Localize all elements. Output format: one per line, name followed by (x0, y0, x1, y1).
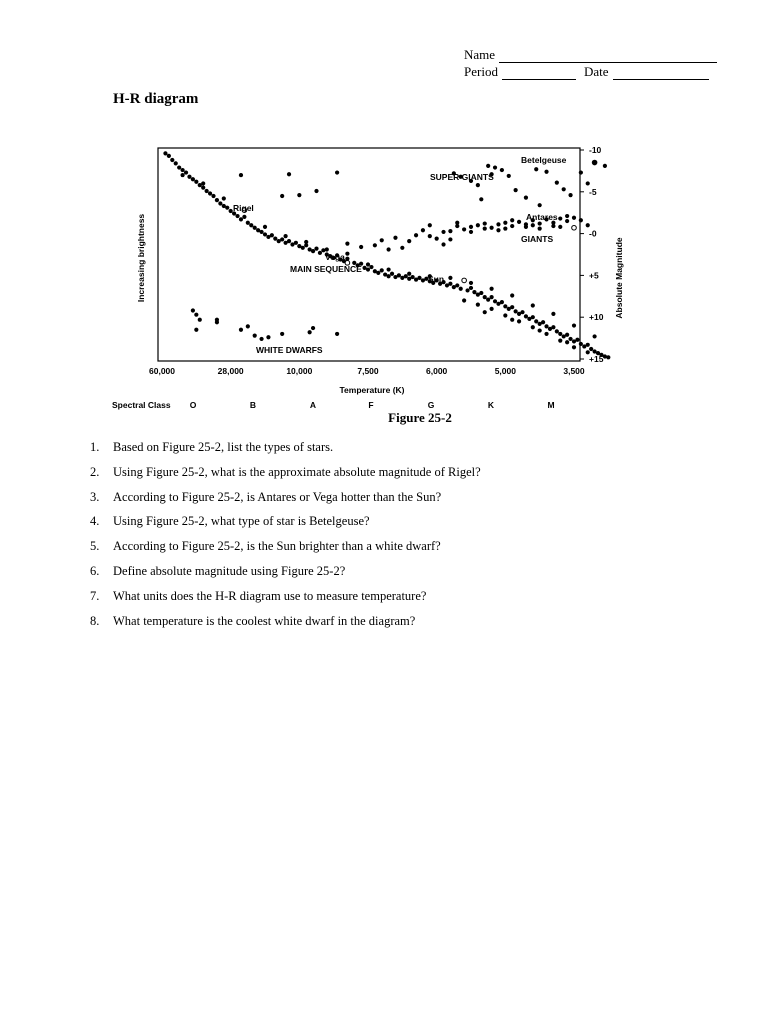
hr-diagram-chart (108, 140, 625, 415)
star-point (476, 303, 480, 307)
star-point (586, 223, 590, 227)
star-point (514, 309, 518, 313)
star-point (517, 319, 521, 323)
question-text: According to Figure 25-2, is the Sun brighter than a white dwarf? (113, 539, 441, 554)
star-point (483, 310, 487, 314)
star-point (493, 165, 497, 169)
question-number: 5. (90, 539, 100, 554)
giants-label: GIANTS (521, 234, 554, 244)
question-text: What temperature is the coolest white dwarf in the diagram? (113, 613, 416, 628)
star-point (280, 332, 284, 336)
y-tick-label: +5 (589, 270, 599, 281)
star-point (555, 181, 559, 185)
question-item (90, 589, 481, 614)
star-point (287, 239, 291, 243)
star-point (263, 225, 267, 229)
y-tick-label: +15 (589, 354, 604, 364)
star-point (301, 246, 305, 250)
star-point (483, 295, 487, 299)
star-point (448, 229, 452, 233)
star-point (514, 188, 518, 192)
star-point (390, 272, 394, 276)
star-point (496, 222, 500, 226)
x-tick-label: 7,500 (357, 366, 379, 376)
star-point (163, 151, 167, 155)
named-star-antares (572, 225, 577, 230)
star-point (194, 180, 198, 184)
star-point (589, 347, 593, 351)
name-row (464, 46, 726, 63)
question-text: What units does the H-R diagram use to measure temperature? (113, 588, 427, 603)
star-point (428, 234, 432, 238)
star-point (359, 245, 363, 249)
star-point (411, 275, 415, 279)
star-point (486, 298, 490, 302)
question-text: Using Figure 25-2, what type of star is Betelgeuse? (113, 514, 370, 529)
star-point (304, 240, 308, 244)
star-point (417, 276, 421, 280)
header-fields (464, 46, 726, 80)
star-point (524, 196, 528, 200)
spectral-class-f: F (368, 400, 374, 410)
question-item (90, 539, 481, 564)
star-point (462, 227, 466, 231)
x-tick-label: 60,000 (149, 366, 175, 376)
star-point (538, 226, 542, 230)
star-point (558, 332, 562, 336)
star-point (565, 214, 569, 218)
star-point (490, 307, 494, 311)
main-sequence-label: MAIN SEQUENCE (290, 264, 362, 274)
period-date-row (464, 63, 726, 80)
star-point (490, 295, 494, 299)
spectral-class-label: Spectral Class (112, 400, 171, 410)
star-point (205, 189, 209, 193)
x-tick-label: 6,000 (426, 366, 448, 376)
question-number: 4. (90, 514, 100, 529)
star-point (479, 197, 483, 201)
star-point (174, 161, 178, 165)
star-point (510, 293, 514, 297)
star-point (531, 325, 535, 329)
star-point (493, 299, 497, 303)
star-point (565, 333, 569, 337)
star-point (538, 203, 542, 207)
sun-label: Sun (428, 274, 445, 284)
star-point (345, 242, 349, 246)
star-point (483, 226, 487, 230)
star-point (428, 223, 432, 227)
star-point (263, 232, 267, 236)
star-point (572, 345, 576, 349)
date-label: Date (583, 64, 609, 79)
star-point (551, 224, 555, 228)
spectral-class-a: A (309, 400, 317, 410)
star-point (184, 170, 188, 174)
star-point (541, 320, 545, 324)
star-point (448, 237, 452, 241)
star-point (476, 223, 480, 227)
star-point (448, 282, 452, 286)
star-point (242, 215, 246, 219)
star-point (308, 330, 312, 334)
star-point (369, 265, 373, 269)
star-point (490, 226, 494, 230)
question-item (90, 514, 481, 539)
star-point (208, 191, 212, 195)
date-field[interactable] (613, 67, 709, 80)
star-point (524, 225, 528, 229)
star-point (579, 170, 583, 174)
star-point (314, 189, 318, 193)
star-point (544, 332, 548, 336)
y-tick-label: -0 (589, 228, 597, 239)
star-point (311, 249, 315, 253)
star-point (239, 217, 243, 221)
star-point (198, 318, 202, 322)
star-point (201, 186, 205, 190)
star-point (510, 218, 514, 222)
star-point (462, 298, 466, 302)
star-point (558, 225, 562, 229)
star-point (345, 252, 349, 256)
question-item (90, 440, 481, 465)
star-point (496, 228, 500, 232)
name-label: Name (464, 47, 496, 62)
question-item (90, 564, 481, 589)
star-point (253, 226, 257, 230)
star-point (393, 236, 397, 240)
star-point (373, 243, 377, 247)
star-point (218, 201, 222, 205)
star-point (335, 332, 339, 336)
star-point (534, 167, 538, 171)
named-star-sun (462, 278, 467, 283)
star-point (510, 318, 514, 322)
star-point (211, 194, 215, 198)
star-point (387, 247, 391, 251)
star-point (562, 187, 566, 191)
star-point (407, 272, 411, 276)
star-point (259, 337, 263, 341)
star-point (534, 319, 538, 323)
star-point (376, 271, 380, 275)
star-point (191, 308, 195, 312)
star-point (335, 170, 339, 174)
star-point (181, 173, 185, 177)
star-point (510, 305, 514, 309)
star-point (531, 315, 535, 319)
star-point (235, 214, 239, 218)
x-axis-label: Temperature (K) (339, 385, 405, 395)
star-point (544, 324, 548, 328)
star-point (441, 242, 445, 246)
question-list (90, 440, 481, 638)
white-dwarfs-label: WHITE DWARFS (256, 345, 323, 355)
star-point (273, 237, 277, 241)
star-point (280, 237, 284, 241)
star-point (586, 343, 590, 347)
star-point (366, 262, 370, 266)
star-point (568, 337, 572, 341)
question-text: According to Figure 25-2, is Antares or Vega hotter than the Sun? (113, 489, 442, 504)
period-field[interactable] (502, 67, 576, 80)
star-point (469, 230, 473, 234)
star-point (579, 218, 583, 222)
star-point (201, 181, 205, 185)
question-number: 2. (90, 464, 100, 479)
star-point (280, 194, 284, 198)
star-point (593, 160, 597, 164)
star-point (459, 287, 463, 291)
star-point (259, 230, 263, 234)
question-number: 8. (90, 613, 100, 628)
star-point (503, 221, 507, 225)
star-point (503, 304, 507, 308)
star-point (503, 313, 507, 317)
star-point (325, 247, 329, 251)
y-tick-label: -10 (589, 145, 602, 155)
star-point (215, 320, 219, 324)
figure-caption: Figure 25-2 (388, 410, 452, 425)
star-point (486, 164, 490, 168)
star-point (284, 234, 288, 238)
star-point (170, 158, 174, 162)
star-point (194, 313, 198, 317)
star-point (294, 241, 298, 245)
star-point (239, 173, 243, 177)
star-point (500, 168, 504, 172)
star-point (266, 335, 270, 339)
vega-label: Vega (325, 252, 345, 262)
star-point (380, 268, 384, 272)
star-point (270, 233, 274, 237)
y-axis-right-label: Absolute Magnitude (614, 237, 624, 319)
star-point (520, 310, 524, 314)
star-point (366, 267, 370, 271)
star-point (483, 221, 487, 225)
question-number: 7. (90, 588, 100, 603)
star-point (239, 328, 243, 332)
star-point (246, 324, 250, 328)
star-point (387, 274, 391, 278)
star-point (314, 247, 318, 251)
question-text: Define absolute magnitude using Figure 25-2? (113, 563, 346, 578)
star-point (345, 257, 349, 261)
star-point (194, 328, 198, 332)
star-point (575, 338, 579, 342)
star-point (455, 283, 459, 287)
star-point (191, 177, 195, 181)
star-point (472, 290, 476, 294)
star-point (167, 154, 171, 158)
star-point (579, 342, 583, 346)
star-point (297, 193, 301, 197)
spectral-class-m: M (547, 400, 555, 410)
question-number: 1. (90, 440, 100, 454)
super-giants-label: SUPER GIANTS (430, 172, 494, 182)
star-point (544, 170, 548, 174)
question-item (90, 614, 481, 639)
star-point (603, 164, 607, 168)
star-point (311, 326, 315, 330)
page-title: H-R diagram (113, 91, 199, 107)
star-point (222, 196, 226, 200)
period-label: Period (464, 64, 498, 79)
star-point (441, 230, 445, 234)
star-point (469, 225, 473, 229)
question-item (90, 465, 481, 490)
star-point (253, 333, 257, 337)
star-point (404, 274, 408, 278)
question-number: 6. (90, 563, 100, 578)
star-point (586, 181, 590, 185)
star-point (225, 206, 229, 210)
star-point (551, 312, 555, 316)
star-point (531, 303, 535, 307)
star-point (318, 251, 322, 255)
star-point (558, 339, 562, 343)
star-point (565, 340, 569, 344)
star-point (507, 174, 511, 178)
x-tick-label: 10,000 (286, 366, 313, 376)
star-point (538, 221, 542, 225)
y-axis-left-label: Increasing brightness (136, 213, 146, 303)
question-item (90, 490, 481, 515)
spectral-class-g: G (427, 400, 435, 410)
star-point (215, 198, 219, 202)
star-point (407, 239, 411, 243)
star-point (469, 286, 473, 290)
question-text: Based on Figure 25-2, list the types of stars. (113, 440, 334, 454)
y-tick-label: +10 (589, 312, 604, 323)
star-point (397, 273, 401, 277)
star-point (435, 237, 439, 241)
star-point (387, 267, 391, 271)
star-point (555, 329, 559, 333)
star-point (465, 288, 469, 292)
star-point (249, 223, 253, 227)
star-point (551, 325, 555, 329)
x-tick-label: 3,500 (563, 366, 585, 376)
star-point (565, 219, 569, 223)
betelgeuse-label: Betelgeuse (521, 155, 567, 165)
spectral-class-b: B (249, 400, 257, 410)
star-point (572, 216, 576, 220)
star-point (455, 221, 459, 225)
star-point (187, 175, 191, 179)
star-point (500, 300, 504, 304)
star-point (503, 226, 507, 230)
star-point (181, 168, 185, 172)
hr-diagram-figure (108, 140, 625, 415)
star-point (517, 220, 521, 224)
star-point (572, 323, 576, 327)
star-point (246, 221, 250, 225)
question-text: Using Figure 25-2, what is the approximate absolute magnitude of Rigel? (113, 464, 481, 479)
star-point (380, 238, 384, 242)
star-point (510, 224, 514, 228)
star-point (469, 281, 473, 285)
star-point (287, 172, 291, 176)
name-field[interactable] (499, 50, 717, 63)
star-point (531, 223, 535, 227)
question-number: 3. (90, 489, 100, 504)
star-point (400, 246, 404, 250)
spectral-class-o: O (189, 400, 197, 410)
rigel-label: Rigel (233, 203, 254, 213)
star-point (479, 291, 483, 295)
antares-label: Antares (526, 212, 558, 222)
star-point (538, 328, 542, 332)
spectral-class-k: K (487, 400, 495, 410)
star-point (606, 355, 610, 359)
star-point (177, 165, 181, 169)
star-point (490, 287, 494, 291)
star-point (568, 193, 572, 197)
star-point (524, 314, 528, 318)
x-tick-label: 5,000 (494, 366, 516, 376)
y-tick-label: -5 (589, 186, 597, 197)
star-point (448, 276, 452, 280)
star-point (558, 216, 562, 220)
star-point (476, 183, 480, 187)
x-tick-label: 28,000 (217, 366, 244, 376)
star-point (593, 334, 597, 338)
star-point (421, 228, 425, 232)
star-point (414, 233, 418, 237)
